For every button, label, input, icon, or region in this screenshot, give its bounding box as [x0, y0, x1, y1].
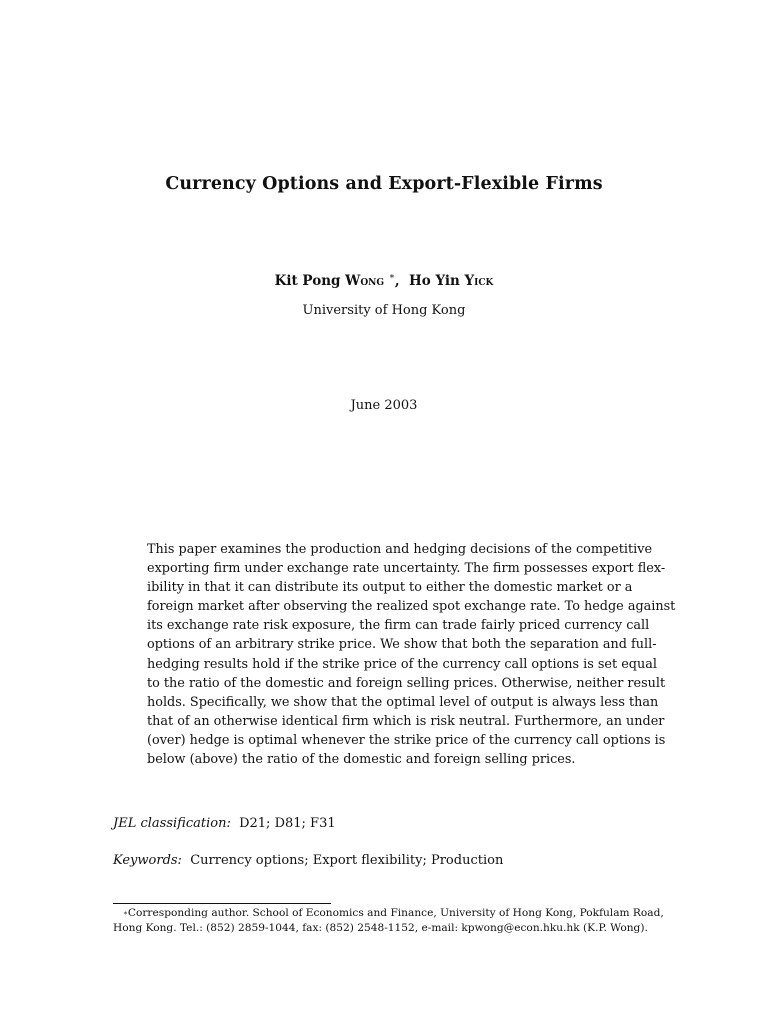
abstract-line: exporting firm under exchange rate uncertainty. The firm possesses export flex-: [147, 561, 666, 577]
abstract-line: that of an otherwise identical firm which is risk neutral. Furthermore, an under: [147, 713, 665, 729]
corresponding-author-mark: ∗: [388, 272, 395, 282]
abstract-line: foreign market after observing the realized spot exchange rate. To hedge against: [147, 599, 676, 615]
footnote: [113, 906, 664, 936]
keywords-list: Currency options; Export flexibility; Production: [190, 853, 504, 868]
footnote-text-line2: Hong Kong. Tel.: (852) 2859-1044, fax: (852) 2548-1152, e-mail: kpwong@econ.hku.hk (K.P. Wong).: [113, 922, 648, 934]
footnote-line: [113, 906, 664, 921]
abstract-line: options of an arbitrary strike price. We show that both the separation and full-: [147, 637, 657, 653]
abstract-line: This paper examines the production and hedging decisions of the competitive: [147, 542, 653, 557]
author1-surname: Wong: [345, 273, 385, 289]
author-line: [0, 273, 768, 289]
keywords-label: Keywords:: [113, 853, 182, 868]
jel-label: JEL classification:: [113, 816, 231, 831]
keywords: [113, 853, 503, 868]
jel-codes: D21; D81; F31: [239, 816, 336, 831]
paper-title: Currency Options and Export-Flexible Firms: [165, 174, 603, 194]
abstract-line: below (above) the ratio of the domestic and foreign selling prices.: [147, 752, 576, 768]
author1-given-name: Kit Pong: [274, 273, 341, 289]
publication-date: June 2003: [350, 398, 418, 413]
affiliation: University of Hong Kong: [302, 303, 466, 318]
abstract-line: holds. Specifically, we show that the optimal level of output is always less than: [147, 694, 659, 710]
abstract-line: (over) hedge is optimal whenever the strike price of the currency call options is: [147, 732, 666, 748]
author-separator: ,: [394, 273, 400, 289]
abstract-line: ibility in that it can distribute its output to either the domestic market or a: [147, 580, 633, 596]
footnote-divider: [113, 903, 331, 904]
footnote-mark: ∗: [123, 909, 128, 917]
abstract-line: its exchange rate risk exposure, the firm can trade fairly priced currency call: [147, 618, 650, 634]
abstract-line: hedging results hold if the strike price of the currency call options is set equal: [147, 656, 657, 672]
author2-given-name: Ho Yin: [409, 273, 460, 289]
abstract: [147, 540, 676, 769]
author2-surname: Yick: [464, 273, 494, 289]
jel-classification: [113, 816, 336, 831]
footnote-text-line1: Corresponding author. School of Economics and Finance, University of Hong Kong, Pokfulam Road,: [127, 907, 664, 919]
abstract-line: to the ratio of the domestic and foreign selling prices. Otherwise, neither result: [147, 675, 666, 691]
